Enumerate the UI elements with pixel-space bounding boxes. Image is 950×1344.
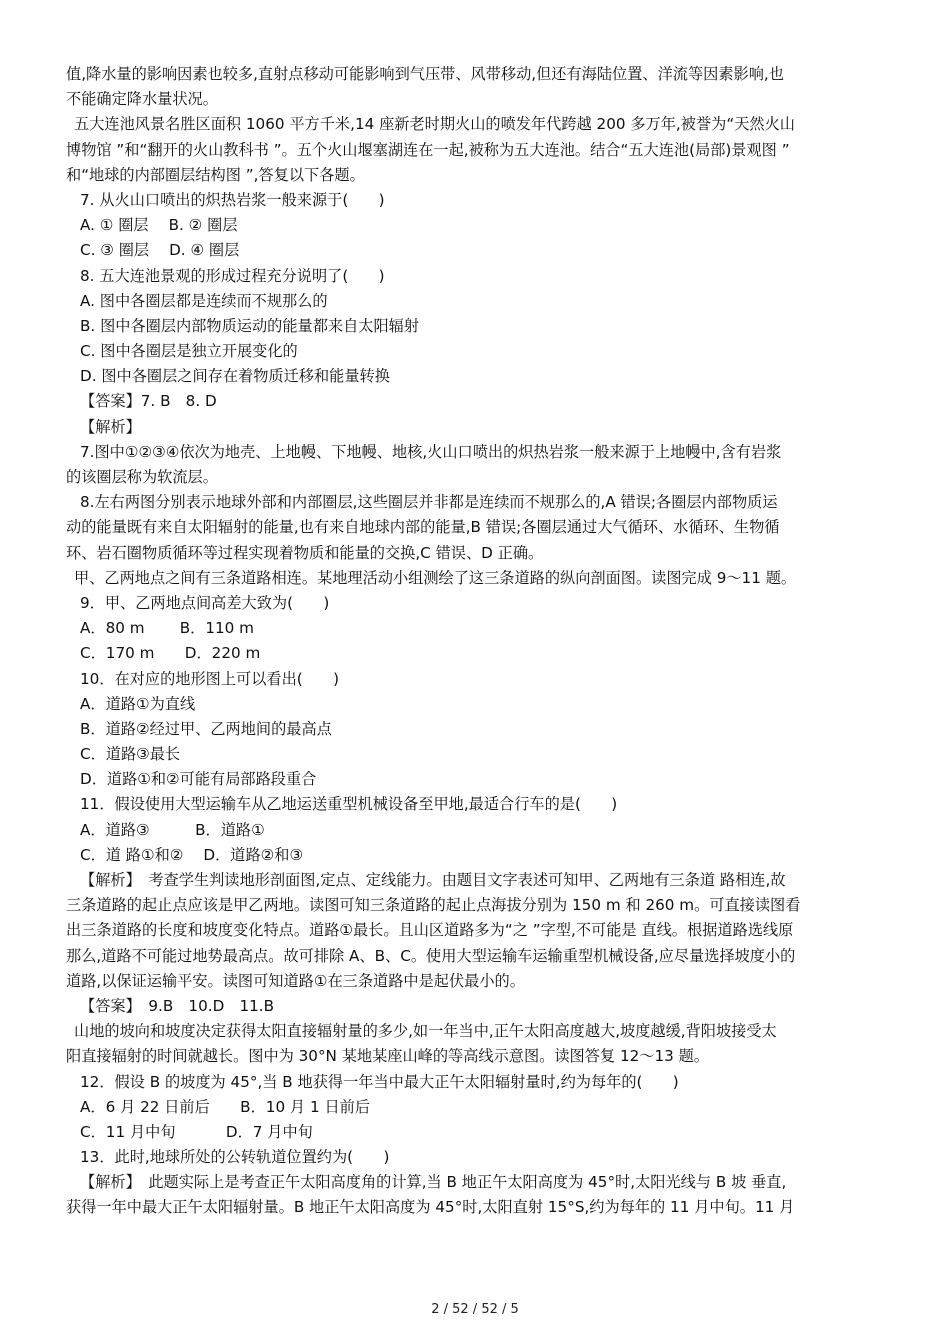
- text-line: 10．在对应的地形图上可以看出( ): [80, 669, 339, 688]
- text-line: 值,降水量的影响因素也较多,直射点移动可能影响到气压带、风带移动,但还有海陆位置、洋流等因素影响,也: [66, 65, 784, 83]
- text-line: A．道路③ B．道路①: [80, 820, 265, 839]
- text-line: 的该圈层称为软流层。: [66, 468, 218, 486]
- text-line: 五大连池风景名胜区面积 1060 平方千米,14 座新老时期火山的喷发年代跨越 200 多万年,被誉为“天然火山: [74, 115, 795, 134]
- text-line: 【答案】7. B 8. D: [80, 392, 217, 411]
- text-line: 出三条道路的长度和坡度变化特点。道路①最长。且山区道路多为“之 ”字型,不可能是 直线。根据道路选线原: [66, 921, 794, 940]
- text-line: C．道 路①和② D．道路②和③: [80, 845, 304, 864]
- text-line: 【解析】 此题实际上是考查正午太阳高度角的计算,当 B 地正午太阳高度为 45°时,太阳光线与 B 坡 垂直,: [80, 1173, 787, 1192]
- text-line: 【解析】: [80, 417, 141, 436]
- page-number: 2 / 52 / 52 / 5: [431, 1302, 519, 1317]
- text-line: 9．甲、乙两地点间高差大致为( ): [80, 593, 330, 612]
- text-line: C. 图中各圈层是独立开展变化的: [80, 342, 298, 361]
- text-line: 获得一年中最大正午太阳辐射量。B 地正午太阳高度为 45°时,太阳直射 15°S,约为每年的 11 月中旬。11 月: [66, 1198, 795, 1217]
- text-line: C．170 m D．220 m: [80, 644, 261, 663]
- text-line: 山地的坡向和坡度决定获得太阳直接辐射量的多少,如一年当中,正午太阳高度越大,坡度越缓,背阳坡接受太: [74, 1022, 777, 1041]
- text-line: 不能确定降水量状况。: [66, 90, 218, 109]
- text-line: 8.左右两图分别表示地球外部和内部圈层,这些圈层并非都是连续而不规那么的,A 错误;各圈层内部物质运: [80, 493, 778, 512]
- text-line: D．道路①和②可能有局部路段重合: [80, 770, 317, 789]
- text-line: 13．此时,地球所处的公转轨道位置约为( ): [80, 1148, 390, 1167]
- text-line: 甲、乙两地点之间有三条道路相连。某地理活动小组测绘了这三条道路的纵向剖面图。读图完成 9～11 题。: [74, 568, 797, 587]
- text-line: 和“地球的内部圈层结构图 ”,答复以下各题。: [66, 165, 365, 184]
- text-line: 【解析】 考查学生判读地形剖面图,定点、定线能力。由题目文字表述可知甲、乙两地有三条道 路相连,故: [80, 871, 786, 889]
- text-line: 【答案】 9.B 10.D 11.B: [80, 996, 275, 1015]
- text-line: C. ③ 圈层 D. ④ 圈层: [80, 241, 240, 260]
- text-line: C．11 月中旬 D．7 月中旬: [80, 1122, 313, 1141]
- text-line: 12．假设 B 的坡度为 45°,当 B 地获得一年当中最大正午太阳辐射量时,约为每年的( ): [80, 1072, 679, 1091]
- text-line: A. ① 圈层 B. ② 圈层: [80, 216, 238, 235]
- text-line: 博物馆 ”和“翻开的火山教科书 ”。五个火山堰塞湖连在一起,被称为五大连池。结合“五大连池(局部)景观图 ”: [66, 140, 790, 159]
- text-line: B. 图中各圈层内部物质运动的能量都来自太阳辐射: [80, 316, 420, 335]
- page-body: [66, 62, 886, 1221]
- text-line: A. 图中各圈层都是连续而不规那么的: [80, 291, 328, 310]
- text-line: B．道路②经过甲、乙两地间的最高点: [80, 719, 332, 738]
- text-line: 阳直接辐射的时间就越长。图中为 30°N 某地某座山峰的等高线示意图。读图答复 12～13 题。: [66, 1047, 709, 1066]
- text-line: A．6 月 22 日前后 B．10 月 1 日前后: [80, 1097, 371, 1116]
- text-line: 三条道路的起止点应该是甲乙两地。读图可知三条道路的起止点海拔分别为 150 m 和 260 m。可直接读图看: [66, 896, 801, 915]
- text-line: 7. 从火山口喷出的炽热岩浆一般来源于( ): [80, 190, 385, 209]
- text-line: 那么,道路不可能过地势最高点。故可排除 A、B、C。使用大型运输车运输重型机械设备,应尽量选择坡度小的: [66, 946, 796, 965]
- text-line: 11．假设使用大型运输车从乙地运送重型机械设备至甲地,最适合行车的是( ): [80, 795, 618, 814]
- text-line: 动的能量既有来自太阳辐射的能量,也有来自地球内部的能量,B 错误;各圈层通过大气循环、水循环、生物循: [66, 518, 780, 537]
- text-line: 8. 五大连池景观的形成过程充分说明了( ): [80, 266, 385, 285]
- text-line: A．80 m B．110 m: [80, 619, 254, 638]
- text-line: 道路,以保证运输平安。读图可知道路①在三条道路中是起伏最小的。: [66, 971, 525, 990]
- text-line: D. 图中各圈层之间存在着物质迁移和能量转换: [80, 367, 390, 386]
- text-line: 环、岩石圈物质循环等过程实现着物质和能量的交换,C 错误、D 正确。: [66, 543, 544, 562]
- text-line: 7.图中①②③④依次为地壳、上地幔、下地幔、地核,火山口喷出的炽热岩浆一般来源于上地幔中,含有岩浆: [80, 442, 782, 461]
- text-line: C．道路③最长: [80, 745, 181, 764]
- text-line: A．道路①为直线: [80, 694, 196, 713]
